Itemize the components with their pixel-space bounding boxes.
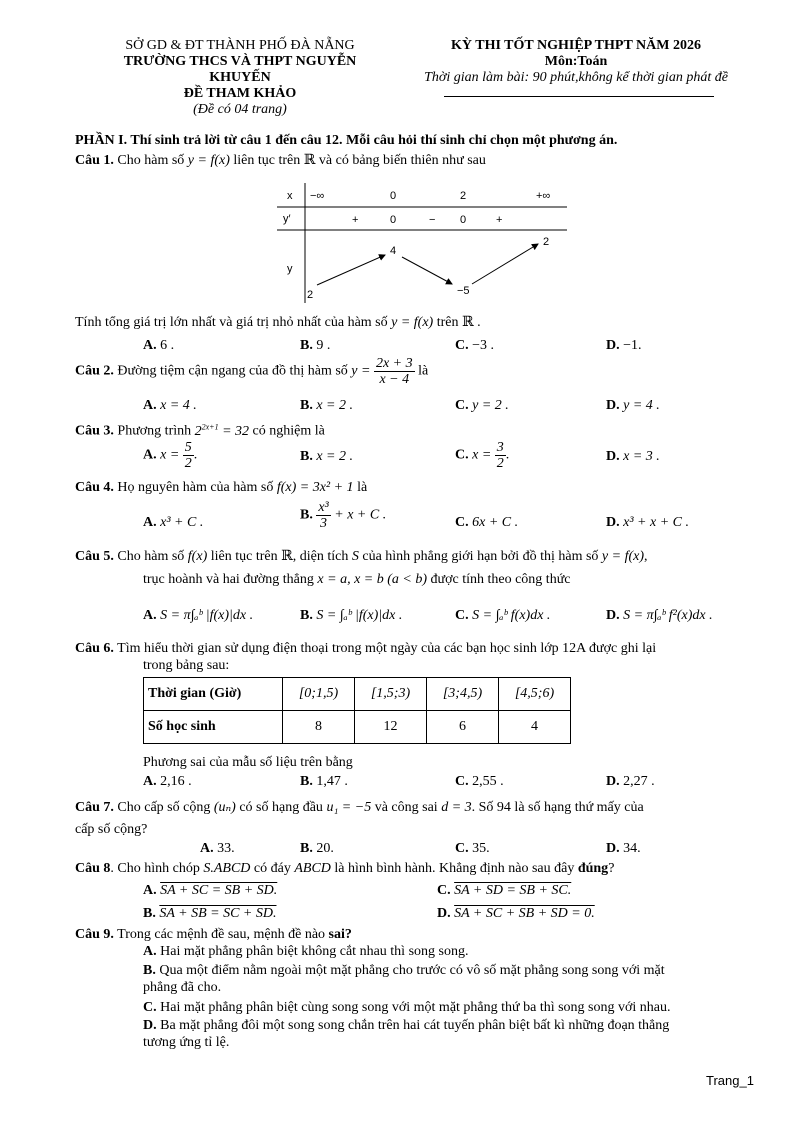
question-7-cont: cấp số cộng? <box>75 822 148 837</box>
exam-title: KỲ THI TỐT NGHIỆP THPT NĂM 2026 <box>451 38 701 53</box>
y-value: −5 <box>457 285 470 297</box>
subject: Môn:Toán <box>544 54 608 69</box>
option-b[interactable]: B. S = ∫ₐᵇ |f(x)|dx . <box>300 608 403 623</box>
question-6: Câu 6. Tìm hiểu thời gian sử dụng điện thoại trong một ngày của các bạn học sinh lớp 12A được ghi lại <box>75 641 657 656</box>
option-a[interactable]: A. x = $\frac{5}{2}$ . <box>143 440 198 471</box>
option-b[interactable]: B. SA + SB = SC + SD. <box>143 906 277 921</box>
table-cell: 4 <box>499 711 571 744</box>
y-value: 2 <box>543 236 550 248</box>
school-name-cont: KHUYẾN <box>209 70 271 85</box>
question-6-ask: Phương sai của mẫu số liệu trên bằng <box>143 755 353 770</box>
option-d[interactable]: D. −1. <box>606 338 642 353</box>
fraction: $\frac{2x + 3}{x - 4}$ <box>375 356 413 387</box>
school-name: TRƯỜNG THCS VÀ THPT NGUYỄN <box>123 54 357 69</box>
question-label: Câu 1. <box>75 153 114 168</box>
sign: + <box>352 214 359 226</box>
exam-header <box>386 38 766 86</box>
yprime-label: y′ <box>283 213 291 225</box>
option-a[interactable]: A. Hai mặt phẳng phân biệt không cắt nhau thì song song. <box>143 944 469 959</box>
option-a[interactable]: A. 2,16 . <box>143 774 192 789</box>
question-1-ask: Tính tổng giá trị lớn nhất và giá trị nhỏ nhất của hàm số y = f(x) trên ℝ . <box>75 315 481 330</box>
option-b[interactable]: B. Qua một điểm nằm ngoài một mặt phẳng cho trước có vô số mặt phẳng song song với mặt phẳng đã cho. <box>143 963 665 995</box>
option-b[interactable]: B. 9 . <box>300 338 331 353</box>
option-a[interactable]: A. 6 . <box>143 338 175 353</box>
exam-type: ĐỀ THAM KHẢO <box>183 86 297 101</box>
question-5-cont: trục hoành và hai đường thẳng x = a, x = b (a < b) được tính theo công thức <box>143 572 571 587</box>
question-4: Câu 4. Họ nguyên hàm của hàm số f(x) = 3x² + 1 là <box>75 480 368 495</box>
table-cell: [3;4,5) <box>427 678 499 711</box>
increase-arrow <box>472 244 538 284</box>
option-b[interactable]: B. 1,47 . <box>300 774 348 789</box>
option-d[interactable]: D. x = 3 . <box>606 449 660 464</box>
option-c[interactable]: C. Hai mặt phẳng phân biệt cùng song song với một mặt phẳng thứ ba thì song song với nhau. <box>143 1000 671 1015</box>
option-d[interactable]: D. 34. <box>606 841 641 856</box>
decrease-arrow <box>402 257 452 284</box>
option-c[interactable]: C. 2,55 . <box>455 774 504 789</box>
option-a[interactable]: A. x = 4 . <box>143 398 197 413</box>
option-a[interactable]: A. SA + SC = SB + SD. <box>143 883 278 898</box>
option-d[interactable]: D. SA + SC + SB + SD = 0. <box>437 906 595 921</box>
question-7: Câu 7. Cho cấp số cộng (uₙ) có số hạng đầu u₁ = −5 và công sai d = 3. Số 94 là số hạng thứ mấy của <box>75 800 644 815</box>
option-d[interactable]: D. y = 4 . <box>606 398 660 413</box>
option-a[interactable]: A. 33. <box>200 841 235 856</box>
question-2: Câu 2. Đường tiệm cận ngang của đồ thị hàm số y = $\frac{2x + 3}{x - 4}$ là <box>75 356 429 387</box>
option-b[interactable]: B. x = 2 . <box>300 449 354 464</box>
option-c[interactable]: C. 6x + C . <box>455 515 519 530</box>
x-value: 2 <box>460 190 467 202</box>
table-row <box>144 678 571 711</box>
variation-table <box>272 180 572 305</box>
option-b[interactable]: B. $\frac{\text{x³}}{3}$ + x + C . <box>300 500 387 531</box>
table-cell: 8 <box>283 711 355 744</box>
option-c[interactable]: C. −3 . <box>455 338 495 353</box>
y-label: y <box>287 263 293 275</box>
question-6-cont: trong bảng sau: <box>143 658 230 673</box>
question-5: Câu 5. Cho hàm số f(x) liên tục trên ℝ, diện tích S của hình phẳng giới hạn bởi đồ thị hàm số y = f(x), <box>75 549 648 564</box>
time-note: Thời gian làm bài: 90 phút,không kể thời gian phát đề <box>424 70 728 85</box>
option-d[interactable]: D. Ba mặt phẳng đôi một song song chắn trên hai cát tuyến phân biệt bất kì những đoạn thẳng tương ứng tỉ lệ. <box>143 1018 670 1050</box>
option-b[interactable]: B. x = 2 . <box>300 398 354 413</box>
school-header <box>90 38 390 118</box>
question-8: Câu 8. Cho hình chóp S.ABCD có đáy ABCD là hình bình hành. Khẳng định nào sau đây đúng? <box>75 861 615 876</box>
question-3: Câu 3. Phương trình $2^{2x+1} = 32$ có nghiệm là <box>75 422 325 439</box>
table-cell: [1,5;3) <box>355 678 427 711</box>
option-c[interactable]: C. y = 2 . <box>455 398 509 413</box>
part-title: PHẦN I. Thí sinh trả lời từ câu 1 đến câu 12. Mỗi câu hỏi thí sinh chỉ chọn một phương án. <box>75 133 618 148</box>
option-d[interactable]: D. x³ + x + C . <box>606 515 689 530</box>
page-number: Trang_1 <box>706 1073 754 1088</box>
sign: 0 <box>460 214 467 226</box>
sign: 0 <box>390 214 397 226</box>
x-value: +∞ <box>536 190 551 202</box>
option-d[interactable]: D. S = π∫ₐᵇ f²(x)dx . <box>606 608 713 623</box>
question-1: Câu 1. Cho hàm số y = f(x) liên tục trên ℝ và có bảng biến thiên như sau <box>75 153 486 168</box>
option-c[interactable]: C. 35. <box>455 841 490 856</box>
table-header: Thời gian (Giờ) <box>144 678 283 711</box>
sign: − <box>429 214 436 226</box>
question-9: Câu 9. Trong các mệnh đề sau, mệnh đề nào sai? <box>75 927 352 942</box>
option-a[interactable]: A. S = π∫ₐᵇ |f(x)|dx . <box>143 608 254 623</box>
x-label: x <box>287 190 293 202</box>
table-header: Số học sinh <box>144 711 283 744</box>
sign: + <box>496 214 503 226</box>
table-cell: [0;1,5) <box>283 678 355 711</box>
option-b[interactable]: B. 20. <box>300 841 334 856</box>
option-c[interactable]: C. SA + SD = SB + SC. <box>437 883 572 898</box>
option-c[interactable]: C. x = $\frac{3}{2}$ . <box>455 440 510 471</box>
y-value: 4 <box>390 245 397 257</box>
x-value: −∞ <box>310 190 325 202</box>
option-d[interactable]: D. 2,27 . <box>606 774 655 789</box>
table-cell: 6 <box>427 711 499 744</box>
header-underline <box>444 96 714 97</box>
option-a[interactable]: A. x³ + C . <box>143 515 204 530</box>
x-value: 0 <box>390 190 397 202</box>
usage-table <box>143 677 571 744</box>
page-count-note: (Đề có 04 trang) <box>193 102 287 117</box>
department-name: SỞ GD & ĐT THÀNH PHỐ ĐÀ NẴNG <box>125 38 355 53</box>
table-row <box>144 711 571 744</box>
table-cell: [4,5;6) <box>499 678 571 711</box>
increase-arrow <box>317 255 385 285</box>
y-value: 2 <box>307 289 314 301</box>
option-c[interactable]: C. S = ∫ₐᵇ f(x)dx . <box>455 608 551 623</box>
table-cell: 12 <box>355 711 427 744</box>
